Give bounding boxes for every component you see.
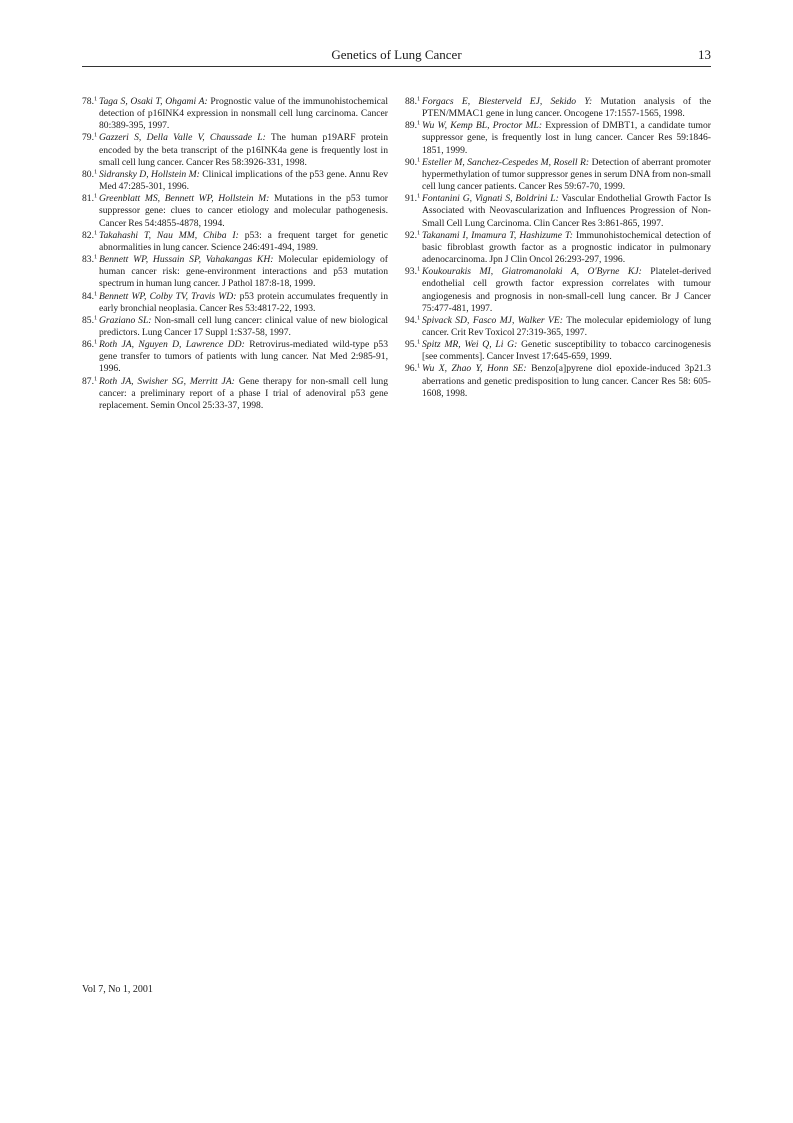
reference-number: 88.$^1$ xyxy=(405,95,421,107)
reference-authors: Roth JA, Nguyen D, Lawrence DD: xyxy=(99,339,245,351)
reference-number: 90.$^1$ xyxy=(405,156,421,168)
running-title: Genetics of Lung Cancer xyxy=(331,47,462,62)
reference-item xyxy=(82,193,388,229)
reference-citation: Mutations in the p53 tumor suppressor gene: clues to cancer etiology and molecular pathogenesis. Cancer Res 54:4855-4878, 1994. xyxy=(99,193,388,229)
reference-number: 91.$^1$ xyxy=(405,192,421,205)
page-number: 13 xyxy=(698,47,711,62)
reference-item xyxy=(405,363,711,399)
reference-citation: Immunohistochemical detection of basic fibroblast growth factor as a prognostic indicator in pulmonary adenocarcinoma. Jpn J Clin Oncol 26:293-297, 1996. xyxy=(422,229,711,266)
reference-number: 96.$^1$ xyxy=(405,362,421,375)
reference-citation: Gene therapy for non-small cell lung cancer: a preliminary report of a phase I trial of adenoviral p53 gene replacement. Semin Oncol 25:33-37, 1998. xyxy=(99,375,388,411)
references-column-right xyxy=(405,96,711,400)
reference-citation: Platelet-derived endothelial cell growth factor expression correlates with tumour angiogenesis and prognosis in non-small-cell lung cancer. Br J Cancer 75:477-481, 1997. xyxy=(422,266,711,314)
reference-authors: Roth JA, Swisher SG, Merritt JA: xyxy=(99,375,235,387)
reference-authors: Koukourakis MI, Giatromanolaki A, O'Byrne KJ: xyxy=(422,266,642,278)
reference-item xyxy=(405,339,711,363)
reference-authors: Esteller M, Sanchez-Cespedes M, Rosell R: xyxy=(422,156,590,168)
reference-authors: Spitz MR, Wei Q, Li G: xyxy=(422,339,518,351)
reference-item xyxy=(82,230,388,254)
reference-citation: The molecular epidemiology of lung cancer. Crit Rev Toxicol 27:319-365, 1997. xyxy=(422,314,711,338)
reference-citation: The human p19ARF protein encoded by the beta transcript of the p16INK4a gene is frequently lost in small cell lung cancer. Cancer Res 58:3926-331, 1998. xyxy=(99,132,388,168)
reference-number: 92.$^1$ xyxy=(405,229,421,241)
reference-authors: Taga S, Osaki T, Ohgami A: xyxy=(99,96,208,107)
reference-authors: Gazzeri S, Della Valle V, Chaussade L: xyxy=(99,132,266,144)
reference-number: 82.$^1$ xyxy=(82,229,98,241)
references-column-left xyxy=(82,96,388,412)
reference-number: 84.$^1$ xyxy=(82,290,98,302)
reference-citation: Clinical implications of the p53 gene. Annu Rev Med 47:285-301, 1996. xyxy=(99,168,388,193)
reference-authors: Greenblatt MS, Bennett WP, Hollstein M: xyxy=(99,193,270,205)
reference-item xyxy=(405,315,711,339)
reference-citation: Prognostic value of the immunohistochemical detection of p16INK4 expression in nonsmall cell lung carcinoma. Cancer 80:389-395, 1997. xyxy=(99,96,388,132)
reference-authors: Sidransky D, Hollstein M: xyxy=(99,168,200,180)
reference-item xyxy=(405,266,711,315)
reference-number: 89.$^1$ xyxy=(405,119,421,132)
reference-number: 87.$^1$ xyxy=(82,375,98,387)
reference-authors: Spivack SD, Fasco MJ, Walker VE: xyxy=(422,314,563,326)
reference-citation: Benzo[a]pyrene diol epoxide-induced 3p21.3 aberrations and genetic predisposition to lung cancer. Cancer Res 58: 605-1608, 1998. xyxy=(422,363,711,399)
reference-number: 81.$^1$ xyxy=(82,192,98,205)
reference-number: 86.$^1$ xyxy=(82,338,98,351)
reference-item xyxy=(405,193,711,229)
reference-number: 95.$^1$ xyxy=(405,338,421,351)
reference-number: 83.$^1$ xyxy=(82,253,98,266)
reference-citation: Vascular Endothelial Growth Factor Is Associated with Neovascularization and Influences Progression of Non-Small Cell Lung Carcinoma. Clin Cancer Res 3:861-865, 1997. xyxy=(422,193,712,229)
reference-citation: Molecular epidemiology of human cancer risk: gene-environment interactions and p53 mutation spectrum in human lung cancer. J Pathol 187:8-18, 1999. xyxy=(99,254,389,290)
reference-number: 80.$^1$ xyxy=(82,168,98,180)
reference-citation: Genetic susceptibility to tobacco carcinogenesis [see comments]. Cancer Invest 17:645-659, 1999. xyxy=(422,339,711,363)
reference-authors: Bennett WP, Colby TV, Travis WD: xyxy=(99,290,237,302)
reference-authors: Fontanini G, Vignati S, Boldrini L: xyxy=(422,193,559,205)
reference-item xyxy=(82,169,388,193)
reference-item xyxy=(82,96,388,132)
reference-authors: Takanami I, Imamura T, Hashizume T: xyxy=(422,229,573,241)
reference-item xyxy=(82,254,388,290)
reference-authors: Takahashi T, Nau MM, Chiba I: xyxy=(99,229,239,241)
reference-item xyxy=(82,339,388,375)
reference-citation: Detection of aberrant promoter hypermethylation of tumor suppressor genes in serum DNA from non-small cell lung cancer patients. Cancer Res 59:67-70, 1999. xyxy=(422,156,711,193)
reference-item xyxy=(82,376,388,412)
reference-item xyxy=(405,157,711,193)
reference-item xyxy=(82,132,388,168)
reference-number: 93.$^1$ xyxy=(405,265,421,278)
reference-citation: Expression of DMBT1, a candidate tumor suppressor gene, is frequently lost in lung cancer. Cancer Res 59:1846-1851, 1999. xyxy=(422,120,711,156)
reference-number: 85.$^1$ xyxy=(82,314,98,326)
reference-number: 94.$^1$ xyxy=(405,314,421,326)
reference-authors: Wu X, Zhao Y, Honn SE: xyxy=(422,363,527,375)
reference-number: 79.$^1$ xyxy=(82,131,98,144)
reference-item xyxy=(82,291,388,315)
reference-authors: Graziano SL: xyxy=(99,314,152,326)
reference-citation: Retrovirus-mediated wild-type p53 gene transfer to tumors of patients with lung cancer. Nat Med 2:985-91, 1996. xyxy=(99,339,389,375)
reference-number: 78.$^1$ xyxy=(82,95,98,107)
reference-item xyxy=(405,230,711,266)
reference-item xyxy=(82,315,388,339)
reference-citation: p53: a frequent target for genetic abnormalities in lung cancer. Science 246:491-494, 1989. xyxy=(99,229,388,253)
reference-citation: Non-small cell lung cancer: clinical value of new biological predictors. Lung Cancer 17 Suppl 1:S37-58, 1997. xyxy=(99,314,388,338)
footer-issue: Vol 7, No 1, 2001 xyxy=(82,984,153,995)
reference-item xyxy=(405,96,711,120)
reference-authors: Wu W, Kemp BL, Proctor ML: xyxy=(422,120,543,132)
header-rule xyxy=(82,66,711,67)
reference-authors: Bennett WP, Hussain SP, Vahakangas KH: xyxy=(99,254,274,266)
reference-item xyxy=(405,120,711,156)
reference-citation: p53 protein accumulates frequently in early bronchial neoplasia. Cancer Res 53:4817-22, 1993. xyxy=(99,290,388,314)
reference-authors: Forgacs E, Biesterveld EJ, Sekido Y: xyxy=(422,96,593,107)
reference-citation: Mutation analysis of the PTEN/MMAC1 gene in lung cancer. Oncogene 17:1557-1565, 1998. xyxy=(422,96,711,120)
